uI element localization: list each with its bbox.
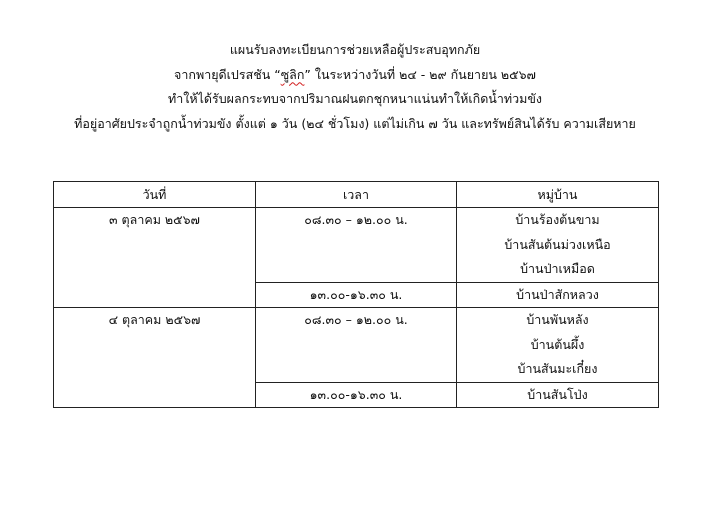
eligibility-criteria: ที่อยู่อาศัยประจำถูกน้ำท่วมขัง ตั้งแต่ ๑ วัน (๒๔ ชั่วโมง) แต่ไม่เกิน ๗ วัน และทรัพย์สินได้รับ ความเสียหาย [74, 115, 636, 131]
time-cell: ๐๘.๓๐ – ๑๒.๐๐ น. [256, 308, 457, 383]
impact-description: ทำให้ได้รับผลกระทบจากปริมาณฝนตกชุกหนาแน่นทำให้เกิดน้ำท่วมขัง [167, 91, 543, 106]
village-name: บ้านต้นผึ้ง [530, 336, 585, 352]
village-name: บ้านสันโป่ง [527, 386, 588, 402]
document-header [0, 38, 710, 136]
table-row [54, 308, 659, 383]
table-row [54, 208, 659, 283]
time-cell: ๑๓.๐๐-๑๖.๓๐ น. [256, 282, 457, 308]
time-cell: ๐๘.๓๐ – ๑๒.๐๐ น. [256, 208, 457, 283]
table-header-row [54, 182, 659, 208]
village-name: บ้านสันมะเกี๋ยง [517, 361, 598, 376]
village-name: บ้านป่าสักหลวง [516, 286, 599, 302]
time-cell: ๑๓.๐๐-๑๖.๓๐ น. [256, 382, 457, 408]
date-column-header: วันที่ [54, 182, 256, 208]
village-name: บ้านร้องต้นขาม [515, 212, 600, 227]
registration-schedule-table [53, 181, 659, 408]
storm-period-line [0, 63, 710, 88]
village-name: บ้านป่าเหมือด [520, 261, 595, 276]
village-cell [457, 382, 659, 408]
storm-name: ซูลิก [280, 66, 305, 82]
village-name: บ้านสันต้นม่วงเหนือ [504, 236, 611, 252]
storm-suffix-text: ” ในระหว่างวันที่ ๒๔ - ๒๙ กันยายน ๒๕๖๗ [304, 66, 536, 82]
village-cell [457, 308, 659, 383]
village-column-header: หมู่บ้าน [457, 182, 659, 208]
date-cell: ๔ ตุลาคม ๒๕๖๗ [54, 308, 256, 408]
date-cell: ๓ ตุลาคม ๒๕๖๗ [54, 208, 256, 308]
document-title: แผนรับลงทะเบียนการช่วยเหลือผู้ประสบอุทกภัย [229, 42, 481, 57]
storm-prefix-text: จากพายุดีเปรสชัน “ [174, 66, 281, 82]
village-cell [457, 282, 659, 308]
village-name: บ้านพันหลัง [526, 312, 589, 327]
time-column-header: เวลา [256, 182, 457, 208]
village-cell [457, 208, 659, 283]
